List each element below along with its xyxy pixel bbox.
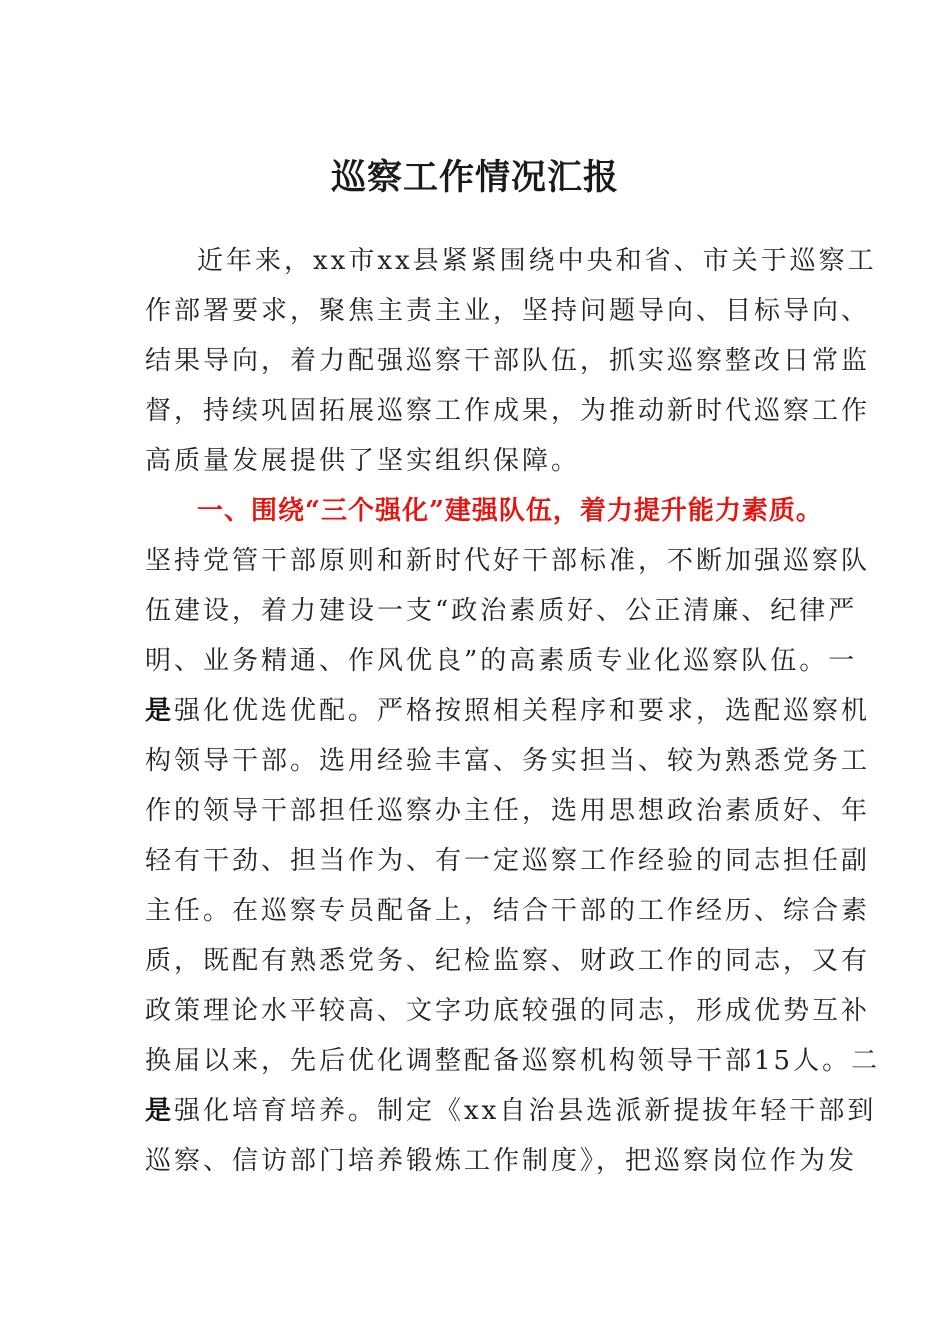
body-line bbox=[145, 1086, 877, 1136]
body-line: 坚持党管干部原则和新时代好干部标准，不断加强巡察队 bbox=[145, 546, 871, 576]
intro-line: 督，持续巩固拓展巡察工作成果，为推动新时代巡察工作 bbox=[145, 396, 871, 426]
body-line bbox=[145, 686, 871, 736]
intro-line: 结果导向，着力配强巡察干部队伍，抓实巡察整改日常监 bbox=[145, 346, 871, 376]
section-heading: 一、围绕“三个强化”建强队伍，着力提升能力素质。 bbox=[197, 496, 823, 526]
intro-line: 高质量发展提供了坚实组织保障。 bbox=[145, 446, 581, 476]
intro-line: 作部署要求，聚焦主责主业，坚持问题导向、目标导向、 bbox=[145, 296, 871, 326]
lead-marker: 是 bbox=[145, 1096, 175, 1126]
body-line-text: 强化优选优配。严格按照相关程序和要求，选配巡察机 bbox=[174, 696, 871, 726]
lead-marker: 是 bbox=[145, 696, 175, 726]
body-line: 构领导干部。选用经验丰富、务实担当、较为熟悉党务工 bbox=[145, 746, 871, 776]
body-line: 伍建设，着力建设一支“政治素质好、公正清廉、纪律严 bbox=[145, 596, 858, 626]
body-line: 巡察、信访部门培养锻炼工作制度》，把巡察岗位作为发 bbox=[145, 1146, 858, 1176]
intro-line: 近年来，xx市xx县紧紧围绕中央和省、市关于巡察工 bbox=[197, 246, 877, 276]
body-line-text: 强化培育培养。制定《xx自治县选派新提拔年轻干部到 bbox=[174, 1096, 877, 1126]
body-line: 明、业务精通、作风优良”的高素质专业化巡察队伍。一 bbox=[145, 646, 858, 676]
document-title: 巡察工作情况汇报 bbox=[330, 157, 619, 198]
body-line: 轻有干劲、担当作为、有一定巡察工作经验的同志担任副 bbox=[145, 846, 871, 876]
body-line: 作的领导干部担任巡察办主任，选用思想政治素质好、年 bbox=[145, 796, 871, 826]
document-body bbox=[145, 236, 881, 1186]
body-line: 质，既配有熟悉党务、纪检监察、财政工作的同志，又有 bbox=[145, 946, 871, 976]
body-line: 主任。在巡察专员配备上，结合干部的工作经历、综合素 bbox=[145, 896, 871, 926]
body-line: 政策理论水平较高、文字功底较强的同志，形成优势互补 bbox=[145, 996, 871, 1026]
body-line: 换届以来，先后优化调整配备巡察机构领导干部15人。二 bbox=[145, 1046, 881, 1076]
